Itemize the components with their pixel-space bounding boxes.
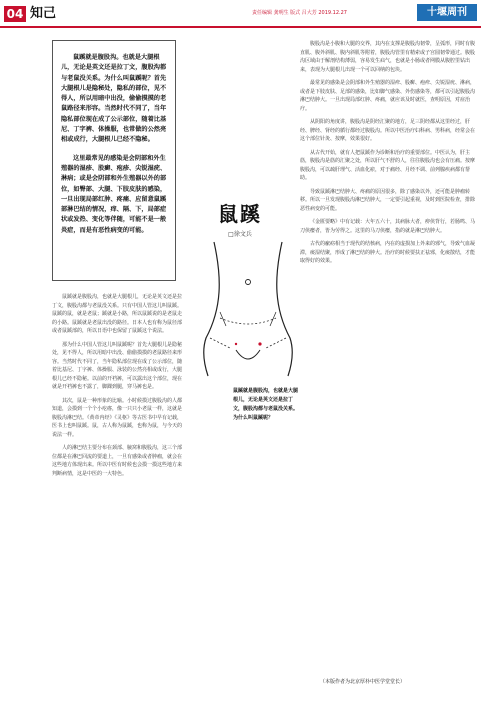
body-paragraph: 导致鼠蹊淋巴结肿大、疼痛的原因很多，除了感染以外，还可能是肿瘤转移。所以一旦发现腹股沟淋巴结肿大，一定要引起重视，及时到医院检查，排除恶性病变的可能。 [300,188,476,212]
body-paragraph: 最常见的感染是会阴部和外生殖器的湿疹、股癣、疱疹、尖锐湿疣、淋病，或者是下肢皮肤、足部的感染，比如脚气感染、外伤感染等，都可以引起腹股沟淋巴结肿大。一旦出现局部红肿、疼痛，就应该及时就医，查明原因，对症治疗。 [300,80,476,112]
editor-meta: 责任编辑 龚明生 版式 吕大芳 2019.12.27 [252,10,347,16]
article-heading [182,198,298,238]
body-paragraph: 从阴阳的角度讲，腹股沟是阴经汇聚的地方，足三阴经都从这里经过，肝经、脾经、肾经的循行都经过腹股沟。所以中医治疗妇科病、男科病，经常会在这个部位针灸、按摩，效果很好。 [300,119,476,142]
body-paragraph: 腹股沟是小腹和大腿的交界，其内在支撑是腹股沟韧带，呈弧形，同时有腹直肌、腹外斜肌、腹内斜肌等附着，腹股沟管里有精索或子宫圆韧带通过。腹股沟区域由于解剖结构薄弱，容易发生疝气，也就是小肠或者网膜从腹腔里钻出来，表现为大腿根儿出现一个可以回纳的包块。 [300,41,476,73]
body-paragraph: 《金匮要略》中有记载：大年五六十，其病脉大者，痹侠背行，若肠鸣、马刀侠瘿者，皆为劳得之。这里的马刀侠瘿，指的就是淋巴结肿大。 [300,219,476,234]
summary-paragraph: 鼠蹊就是腹股沟。也就是大腿根儿，无论是英文还是拉丁文，腹股沟都与老鼠没关系。为什么叫鼠蹊呢？首先大腿根儿是隐秘处，隐私的部位，见不得人，所以用暗中出没，偷偷摸摸的老鼠路径来形容。当然时代不同了，当年隐私部位现在成了公示部位，随着比基尼、丁字裤、体操服，也常做的公然亮相或成行，大腿根儿已经不隐秘。 [61,54,167,144]
section-title: 知己 [30,6,57,21]
body-paragraph: 从古代开始，就有人把鼠蹊作为诊断和治疗的重要部位。中医认为，肝主筋，腹股沟是筋的汇聚之处，所以肝气不舒的人，往往腹股沟也会有压痛。按摩腹股沟，可以疏肝理气、活血化瘀，对于痛经、月经不调、前列腺疾病都有帮助。 [300,149,476,181]
groin-illustration [196,238,300,378]
summary-box [52,40,176,281]
body-paragraph: 其次，鼠是一种形象的比喻。小时候摸过腹股沟的人都知道，会摸到一个个小疙瘩，像一只只小老鼠一样，这就是腹股沟淋巴结。《黄帝内经》《灵枢》等古医书中早有记载，医书上也叫鼠蹊。鼠，古人称为鼠蹊，也称为鼠，与今天的说法一样。 [52,397,183,438]
left-column [52,293,182,483]
author-note: （本版作者为北京厚朴中医学堂堂长） [320,679,406,685]
summary-paragraph: 这里最常见的感染是会阴部和外生殖器的湿疹、股癣、疱疹、尖锐湿疣、淋病；或是会阴部和外生殖器以外的部位，如臀部、大腿、下肢皮肤的感染，一旦出现局部红肿、疼痛、应留意鼠蹊部淋巴结的情况，痒、隔、下，局部症状或发热、变化等伴随，可能不是一般炎症，而是有恶性病变的可能。 [61,154,167,234]
article-title: 鼠蹊 [218,202,262,226]
page-header [0,0,481,28]
illustration-caption: 鼠蹊就是腹股沟，也就是大腿根儿，无论是英文还是拉丁文，腹股沟都与老鼠没关系。为什么叫鼠蹊呢？ [233,388,299,421]
article-author: □徐文兵 [228,231,252,238]
body-paragraph: 那为什么中国人管这儿叫鼠蹊呢？首先大腿根儿是隐秘处，见不得人，所以用暗中出没、偷偷摸摸的老鼠路径来形容。当然时代不同了，当年隐私部位现在成了公示部位，随着比基尼、丁字裤、体操服、泳装的公然亮相或成行，大腿根儿已经不隐秘。以前的开裆裤，可以露出这个部位，现在就是开裆裤也不露了，脚踝到腿，穿马裤也是。 [52,341,183,390]
body-paragraph: 鼠蹊就是腹股沟，也就是大腿根儿，无论是英文还是拉丁文，腹股沟都与老鼠没关系。只有中国人管这儿叫鼠蹊。鼠蹊的鼠，就是老鼠；蹊就是小路，所以鼠蹊说的是老鼠走的小路。鼠蹊就是老鼠出没的路径。日本人也有称为鼠径部或者鼠蹊部的，所以日语中也保留了鼠蹊这个说法。 [52,294,183,334]
right-column [300,40,475,271]
publication-brand: 十堰周刊 [417,4,477,21]
body-paragraph: 人的淋巴结主要分布在颈部、腋窝和腹股沟，这三个部位都是在淋巴回流的要道上，一旦有感染或者肿瘤，就会在这些地方体现出来。所以中医有时候也会摸一摸这些地方来判断病情，这是中医的一大特色。 [52,445,183,477]
body-paragraph: 古代的瘰疬相当于现代的结核病，内在的虚损加上外来的邪气，导致气血凝滞，痰湿结聚，形成了淋巴结的肿大。治疗的时候要扶正祛邪，化痰散结，才能取得好的效果。 [300,241,476,264]
page-number: 04 [4,6,26,22]
